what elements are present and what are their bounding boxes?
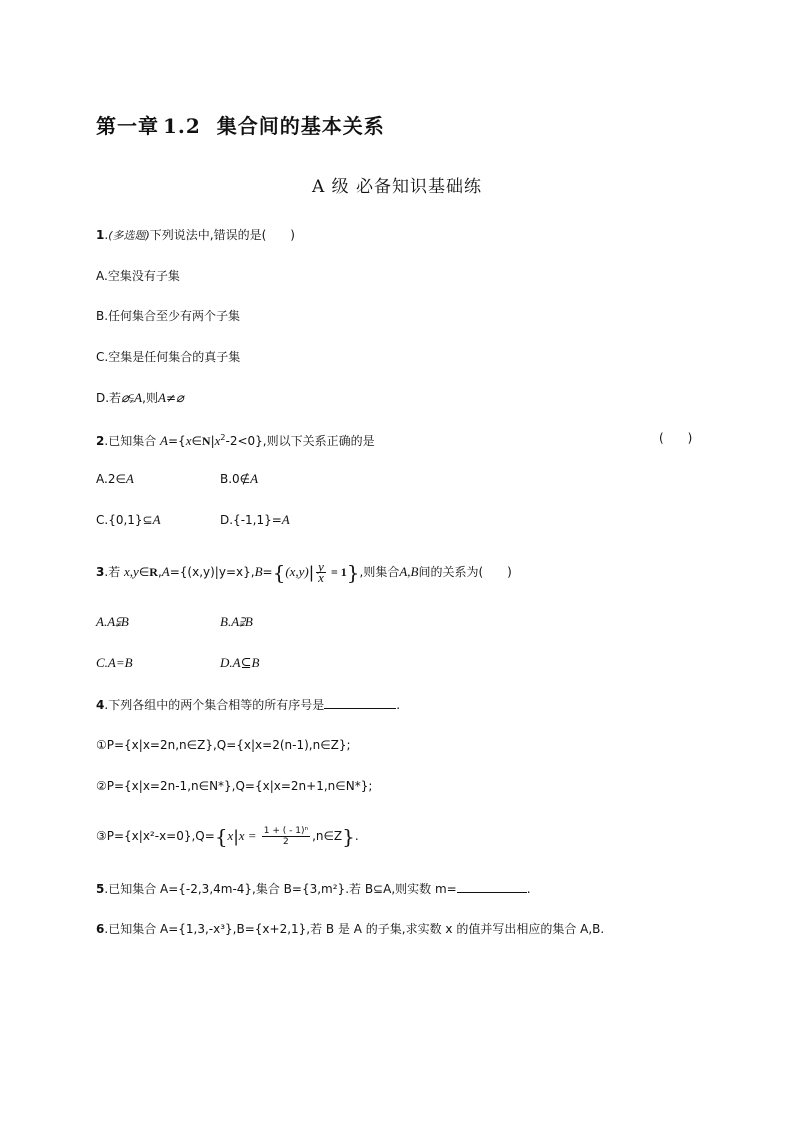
question-tag: (多选题): [108, 229, 150, 242]
section-title: 集合间的基本关系: [216, 114, 385, 138]
fraction: $\frac{\text{1 + ( - 1)ⁿ}}{2}$: [263, 826, 309, 847]
question-4-item-1: ①P={x|x=2n,n∈Z},Q={x|x=2(n-1),n∈Z};: [96, 738, 351, 752]
question-number: 4: [96, 698, 105, 712]
question-3-option-d: D.A⊆B: [220, 655, 260, 670]
question-1-option-b: B.任何集合至少有两个子集: [96, 309, 241, 323]
question-number: 6: [96, 922, 105, 936]
section-number: 1.2: [163, 114, 201, 138]
chapter-label: 第一章: [96, 114, 159, 138]
question-5-stem: 5.已知集合 A={-2,3,4m-4},集合 B={3,m²}.若 B⊆A,则实数 m= .: [96, 882, 531, 896]
question-4-item-2: ②P={x|x=2n-1,n∈N*},Q={x|x=2n+1,n∈N*};: [96, 779, 373, 793]
question-text: 下列说法中,错误的是( ): [149, 228, 295, 242]
question-1-option-c: C.空集是任何集合的真子集: [96, 350, 241, 364]
question-1-stem: 1.(多选题)下列说法中,错误的是( ): [96, 228, 295, 242]
question-2-option-c: C.{0,1}⊆A: [96, 512, 161, 527]
question-1-option-d: D.若⌀⫋A,则A≠⌀: [96, 390, 184, 405]
question-6-stem: 6.已知集合 A={1,3,-x³},B={x+2,1},若 B 是 A 的子集,求实数 x 的值并写出相应的集合 A,B.: [96, 922, 605, 936]
answer-parentheses: ( ): [659, 431, 693, 445]
question-number: 2: [96, 434, 105, 448]
level-heading: A 级 必备知识基础练: [311, 177, 483, 197]
question-number: 1: [96, 228, 105, 242]
question-2-option-b: B.0∉A: [220, 471, 259, 486]
question-4-stem: 4.下列各组中的两个集合相等的所有序号是 .: [96, 698, 401, 712]
page-title: [96, 110, 385, 139]
question-4-item-3: ③P={x|x²-x=0},Q={x|x = $\frac{\text{1 + ( - 1)ⁿ}}{2}$ ,n∈Z}.: [96, 824, 359, 849]
question-number: 3: [96, 565, 105, 579]
fraction: $\frac{y}{x}$: [318, 559, 324, 585]
question-3-option-b: B.A⫌B: [220, 614, 253, 629]
question-3-option-a: A.A⫋B: [96, 614, 129, 629]
answer-blank[interactable]: [457, 880, 527, 893]
question-2-option-a: A.2∈A: [96, 471, 134, 486]
question-1-option-a: A.空集没有子集: [96, 269, 180, 283]
question-3-stem: 3.若 x,y∈R,A={(x,y)|y=x},B={(x,y)| $\frac{y}{x}$ = 1},则集合A,B间的关系为( ): [96, 559, 512, 585]
question-number: 5: [96, 882, 105, 896]
answer-blank[interactable]: [324, 696, 396, 709]
question-2-option-d: D.{-1,1}=A: [220, 512, 290, 527]
question-3-option-c: C.A=B: [96, 655, 133, 670]
question-2-stem: 2.已知集合 $A=\{x\in N|x^2-2<0\}$,则以下关系正确的是: [96, 433, 375, 448]
